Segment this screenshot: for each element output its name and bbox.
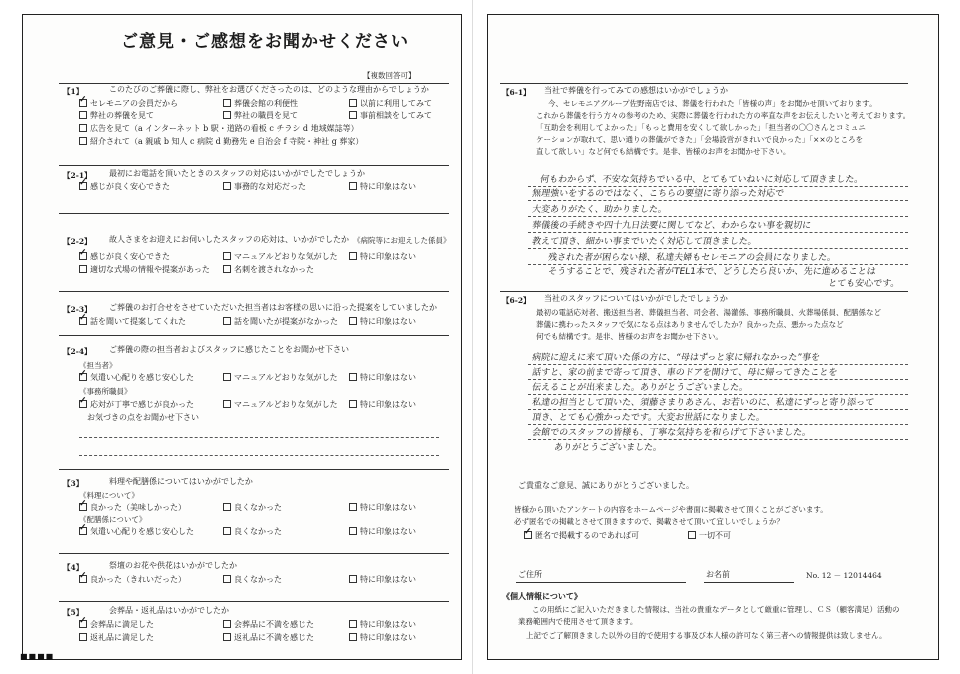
checkbox[interactable] — [349, 620, 357, 628]
q3-option-label: 良かった（美味しかった） — [90, 503, 186, 512]
q4-text: 祭壇のお花や供花はいかがでしたか — [109, 561, 237, 570]
thank-you-text: ご貴重なご意見、誠にありがとうございました。 — [518, 481, 694, 490]
q5-text: 会葬品・返礼品はいかがでしたか — [109, 606, 229, 615]
checkbox-checked[interactable] — [524, 531, 532, 539]
q1-option-7[interactable] — [79, 124, 359, 134]
q24-comment-line-2[interactable] — [79, 455, 439, 456]
q22-option-label: 適切な式場の情報や提案があった — [90, 265, 210, 274]
checkbox[interactable] — [688, 531, 696, 539]
q62-desc-2: 葬儀に携わったスタッフで気になる点はありませんでしたか？良かった点、悪かった点など — [536, 320, 844, 329]
q61-desc-1: 今、セレモニアグループ佐野南店では、葬儀を行われた「皆様の声」をお聞かせ頂いております。 — [548, 99, 877, 108]
q1-option-5[interactable] — [223, 111, 298, 121]
q5-number: 【5】 — [63, 608, 84, 617]
q62-line — [528, 364, 908, 365]
checkbox[interactable] — [223, 111, 231, 119]
q61-line — [528, 264, 908, 265]
q62-desc-3: 何でも結構です。是非、皆様のお声をお聞かせ下さい。 — [536, 332, 723, 341]
q24-option-label: 気遣い心配りを感じ安心した — [90, 373, 194, 382]
q61-line — [528, 200, 908, 201]
checkbox[interactable] — [349, 111, 357, 119]
q3-server-option-1[interactable] — [79, 527, 194, 537]
q22-option-label: 特に印象はない — [360, 252, 416, 261]
q61-text: 当社で葬儀を行ってみての感想はいかがでしょうか — [544, 86, 728, 95]
checkbox[interactable] — [349, 633, 357, 641]
checkbox-checked[interactable] — [79, 317, 87, 325]
q5-option-4[interactable] — [79, 633, 154, 643]
checkbox[interactable] — [349, 373, 357, 381]
checkbox[interactable] — [79, 111, 87, 119]
q22-number: 【2-2】 — [63, 237, 92, 246]
q24-comment-line-1[interactable] — [79, 437, 439, 438]
q21-text: 最初にお電話を頂いたときのスタッフの対応はいかがでしたでしょうか — [109, 169, 365, 178]
q5-option-5[interactable] — [223, 633, 314, 643]
q61-desc-3: 「互助会を利用してよかった」「もっと費用を安くして欲しかった」「担当者の〇〇さんとコミュニ — [536, 123, 866, 132]
q22-note: 《病院等にお迎えした係員》 — [353, 236, 451, 245]
checkbox[interactable] — [349, 99, 357, 107]
fold-line — [472, 0, 473, 674]
q3-server-option-2[interactable] — [223, 527, 282, 537]
consent-option-label: 一切不可 — [699, 531, 731, 540]
q62-line — [528, 379, 908, 380]
q5-option-2[interactable] — [223, 620, 314, 630]
q3-food-option-2[interactable] — [223, 503, 282, 513]
q61-line — [528, 232, 908, 233]
q3-option-label: 特に印象はない — [360, 527, 416, 536]
q3-option-label: 良くなかった — [234, 503, 282, 512]
name-field[interactable] — [704, 582, 794, 583]
q5-option-label: 特に印象はない — [360, 620, 416, 629]
checkbox-checked[interactable] — [79, 252, 87, 260]
q62-handwritten-5: 頂き、とても心強かったです。大変お世話になりました。 — [531, 413, 766, 423]
q3-option-label: 気遣い心配りを感じ安心した — [90, 527, 194, 536]
checkbox[interactable] — [223, 373, 231, 381]
q5-rule — [59, 601, 449, 602]
checkbox[interactable] — [349, 503, 357, 511]
q23-number: 【2-3】 — [63, 305, 92, 314]
checkbox[interactable] — [349, 252, 357, 260]
q3-server-option-3[interactable] — [349, 527, 416, 537]
checkbox[interactable] — [223, 575, 231, 583]
checkbox-checked[interactable] — [79, 620, 87, 628]
q1-option-label: 弊社の葬儀を見て — [90, 111, 154, 120]
q22-option-3[interactable] — [349, 252, 416, 262]
address-field[interactable] — [516, 582, 686, 583]
q1-rule — [59, 83, 449, 84]
checkbox[interactable] — [349, 400, 357, 408]
q62-desc-1: 最初の電話応対者、搬送担当者、葬儀担当者、司会者、湯灌係、事務所職員、火葬場係員、配膳係など — [536, 308, 881, 317]
q24-staff-option-1[interactable] — [79, 373, 194, 383]
checkbox[interactable] — [79, 137, 87, 145]
checkbox-checked[interactable] — [79, 99, 87, 107]
q4-option-2[interactable] — [223, 575, 282, 585]
q24-option-label: 特に印象はない — [360, 373, 416, 382]
q24-staff-option-2[interactable] — [223, 373, 338, 383]
q22-option-2[interactable] — [223, 252, 338, 262]
q61-handwritten-8: とても安心です。 — [827, 279, 901, 289]
q23-text: ご葬儀のお打合せをさせていただいた担当者はお客様の思いに沿った提案をしていましたか — [109, 303, 437, 312]
q24-option-label: 応対が丁寧で感じが良かった — [90, 400, 194, 409]
checkbox[interactable] — [223, 633, 231, 641]
q21-option-label: 特に印象はない — [360, 182, 416, 191]
q22-option-label: 感じが良く安心できた — [90, 252, 170, 261]
checkbox[interactable] — [223, 265, 231, 273]
q1-option-label: 広告を見て（a インターネット b 駅・道路の看板 c チラシ d 地域媒誌等） — [90, 124, 359, 133]
q1-option-label: 以前に利用してみて — [360, 99, 432, 108]
q61-handwritten-6: 残された者が困らない様、私達夫婦もセレモニアの会員になりました。 — [547, 253, 837, 263]
checkbox[interactable] — [223, 620, 231, 628]
q3-food-option-3[interactable] — [349, 503, 416, 513]
checkbox[interactable] — [349, 575, 357, 583]
q5-option-6[interactable] — [349, 633, 416, 643]
checkbox[interactable] — [79, 124, 87, 132]
checkbox[interactable] — [349, 182, 357, 190]
footer-marks: ■■■■ — [20, 652, 55, 661]
checkbox-checked[interactable] — [79, 503, 87, 511]
consent-option-refuse[interactable] — [688, 531, 731, 541]
consent-question: 皆様から頂いたアンケートの内容をホームページや書面に掲載させて頂くことがございます。 — [514, 505, 828, 514]
q22-option-label: 名刺を渡されなかった — [234, 265, 314, 274]
q5-option-label: 返礼品に満足した — [90, 633, 154, 642]
q21-option-1[interactable] — [79, 182, 170, 192]
q24-text: ご葬儀の際の担当者およびスタッフに感じたことをお聞かせ下さい — [109, 345, 349, 354]
q24-number: 【2-4】 — [63, 347, 92, 356]
q1-option-label: セレモニアの会員だから — [90, 99, 178, 108]
q4-number: 【4】 — [63, 563, 84, 572]
q22-text: 故人さまをお迎えにお伺いしたスタッフの応対は、いかがでしたか — [109, 235, 349, 244]
q61-handwritten-4: 葬儀後の手続きや四十九日法要に関してなど、わからない事を親切に — [531, 221, 812, 231]
checkbox[interactable] — [223, 182, 231, 190]
q23-option-2[interactable] — [223, 317, 338, 327]
right-page — [487, 14, 939, 660]
q24-office-option-1[interactable] — [79, 400, 194, 410]
q62-handwritten-7: ありがとうございました。 — [553, 443, 663, 453]
q1-option-1[interactable] — [79, 99, 178, 109]
q24-staff-option-3[interactable] — [349, 373, 416, 383]
checkbox[interactable] — [223, 252, 231, 260]
q22-option-1[interactable] — [79, 252, 170, 262]
q21-option-label: 事務的な対応だった — [234, 182, 306, 191]
q5-option-label: 返礼品に不満を感じた — [234, 633, 314, 642]
q23-option-3[interactable] — [349, 317, 416, 327]
q3-sub-food: 《料理について》 — [79, 491, 139, 500]
q4-option-1[interactable] — [79, 575, 186, 585]
checkbox-checked[interactable] — [79, 182, 87, 190]
q3-option-label: 良くなかった — [234, 527, 282, 536]
form-title: ご意見・ご感想をお聞かせください — [121, 32, 409, 52]
q23-option-1[interactable] — [79, 317, 186, 327]
q3-food-option-1[interactable] — [79, 503, 186, 513]
checkbox[interactable] — [223, 503, 231, 511]
q61-desc-4: ケーションが取れて、思い通りの葬儀ができた」「会場設営がきれいで良かった」「××のところを — [536, 135, 864, 144]
q5-option-label: 特に印象はない — [360, 633, 416, 642]
q24-option-label: マニュアルどおりな気がした — [234, 400, 338, 409]
privacy-line-2: 業務範囲内で使用させて頂きます。 — [518, 617, 638, 626]
q61-rule — [500, 83, 908, 84]
q62-handwritten-6: 会館でのスタッフの皆様も、丁寧な気持ちを和らげて下さいました。 — [531, 428, 812, 438]
privacy-line-1: この用紙にご記入いただきました情報は、当社の貴重なデータとして厳重に管理し、ＣＳ（顧客満足）活動の — [532, 605, 900, 614]
checkbox[interactable] — [223, 400, 231, 408]
q5-option-label: 会葬品に満足した — [90, 620, 154, 629]
q22-option-4[interactable] — [79, 265, 210, 275]
q21-rule — [59, 165, 449, 166]
q21-option-3[interactable] — [349, 182, 416, 192]
consent-option-anonymous[interactable] — [524, 531, 639, 541]
q61-line — [528, 186, 908, 187]
q23-option-label: 話を聞いたが提案がなかった — [234, 317, 338, 326]
q3-number: 【3】 — [63, 479, 84, 488]
q62-text: 当社のスタッフについてはいかがでしたでしょうか — [544, 294, 728, 303]
q21-option-2[interactable] — [223, 182, 306, 192]
q61-line — [528, 248, 908, 249]
q1-option-2[interactable] — [223, 99, 298, 109]
checkbox[interactable] — [79, 633, 87, 641]
q5-option-1[interactable] — [79, 620, 154, 630]
checkbox[interactable] — [223, 317, 231, 325]
q61-number: 【6-1】 — [502, 88, 531, 97]
q4-option-label: 良かった（きれいだった） — [90, 575, 186, 584]
q62-handwritten-3: 伝えることが出来ました。ありがとうございました。 — [531, 383, 749, 393]
q62-handwritten-2: 話すと、家の前まで寄って頂き、車のドアを開けて、母に帰ってきたことを — [531, 368, 838, 378]
name-label: お名前 — [706, 570, 730, 579]
checkbox[interactable] — [349, 317, 357, 325]
multiple-answer-note: 【複数回答可】 — [363, 71, 416, 80]
q24-comment-label: お気づきの点をお聞かせ下さい — [87, 413, 199, 422]
q23-rule — [59, 291, 449, 292]
q61-desc-5: 直して欲しい」など何でも結構です。是非、皆様のお声をお聞かせ下さい。 — [536, 147, 791, 156]
q1-option-label: 弊社の職員を見て — [234, 111, 298, 120]
q22-option-5[interactable] — [223, 265, 314, 275]
q24-option-label: 特に印象はない — [360, 400, 416, 409]
q22-option-label: マニュアルどおりな気がした — [234, 252, 338, 261]
q3-rule — [59, 469, 449, 470]
q62-line — [528, 394, 908, 395]
q24-option-label: マニュアルどおりな気がした — [234, 373, 338, 382]
q4-option-label: 特に印象はない — [360, 575, 416, 584]
q22-rule — [59, 213, 449, 214]
q62-handwritten-4: 私達の担当として頂いた、須藤さまりあさん、お若いのに、私達にずっと寄り添って — [531, 398, 875, 408]
q61-line — [528, 216, 908, 217]
q62-line — [528, 439, 908, 440]
q62-handwritten-1: 病院に迎えに来て頂いた係の方に、“母はずっと家に帰れなかった”事を — [531, 353, 821, 363]
q3-sub-server: 《配膳係について》 — [79, 515, 147, 524]
checkbox[interactable] — [223, 99, 231, 107]
privacy-title: 《個人情報について》 — [502, 591, 582, 601]
q1-number: 【1】 — [63, 87, 84, 96]
q3-option-label: 特に印象はない — [360, 503, 416, 512]
q24-office-option-3[interactable] — [349, 400, 416, 410]
q24-rule — [59, 335, 449, 336]
q21-number: 【2-1】 — [63, 171, 92, 180]
q1-option-3[interactable] — [349, 99, 432, 109]
q61-handwritten-1: 何もわからず、不安な気持ちでいる中、とてもていねいに対応して頂きました。 — [539, 175, 864, 185]
q4-option-3[interactable] — [349, 575, 416, 585]
q1-option-6[interactable] — [349, 111, 432, 121]
q61-desc-2: これから葬儀を行う方々の参考のため、実際に葬儀を行われた方の率直な声をお伝えしたいと考えております。 — [536, 111, 911, 120]
q62-line — [528, 424, 908, 425]
q1-option-label: 事前相談をしてみて — [360, 111, 432, 120]
checkbox[interactable] — [79, 265, 87, 273]
record-number: No. 12 － 12014464 — [806, 571, 882, 580]
checkbox-checked[interactable] — [79, 400, 87, 408]
q23-option-label: 話を聞いて提案してくれた — [90, 317, 186, 326]
q1-option-4[interactable] — [79, 111, 154, 121]
checkbox[interactable] — [223, 527, 231, 535]
privacy-line-3: 上記でご了解頂きました以外の目的で使用する事及び本人様の許可なく第三者への情報提供は致しません。 — [526, 631, 887, 640]
consent-option-label: 匿名で掲載するのであれば可 — [535, 531, 639, 540]
q21-option-label: 感じが良く安心できた — [90, 182, 170, 191]
q1-option-8[interactable] — [79, 137, 363, 147]
left-page — [22, 14, 462, 660]
consent-question-2: 必ず匿名での掲載とさせて頂きますので、掲載させて頂いて宜しいでしょうか？ — [514, 517, 784, 526]
q61-handwritten-2: 無理強いをするのではなく、こちらの要望に寄り添った対応で — [531, 189, 785, 199]
checkbox[interactable] — [349, 527, 357, 535]
q24-sub-staff: 《担当者》 — [79, 361, 117, 370]
address-label: ご住所 — [518, 570, 542, 579]
q61-handwritten-7: そうすることで、残された者がTEL1本で、どうしたら良いか、先に進めることは — [547, 267, 877, 277]
q62-rule — [500, 291, 908, 292]
q1-text: このたびのご葬儀に際し、弊社をお選びくださったのは、どのような理由からでしょうか — [109, 85, 429, 94]
q62-line — [528, 409, 908, 410]
q61-handwritten-3: 大変ありがたく、助かりました。 — [531, 205, 668, 215]
checkbox-checked[interactable] — [79, 575, 87, 583]
q1-option-label: 紹介されて（a 親戚 b 知人 c 病院 d 勤務先 e 自治会 f 寺院・神社 g 葬家） — [90, 137, 364, 146]
q24-sub-office: 《事務所職員》 — [79, 387, 132, 396]
checkbox-checked[interactable] — [79, 527, 87, 535]
q5-option-label: 会葬品に不満を感じた — [234, 620, 314, 629]
q1-option-label: 葬儀会館の利便性 — [234, 99, 298, 108]
checkbox-checked[interactable] — [79, 373, 87, 381]
q62-number: 【6-2】 — [502, 296, 531, 305]
q4-option-label: 良くなかった — [234, 575, 282, 584]
q24-office-option-2[interactable] — [223, 400, 338, 410]
q5-option-3[interactable] — [349, 620, 416, 630]
q3-text: 料理や配膳係についてはいかがでしたか — [109, 477, 253, 486]
q23-option-label: 特に印象はない — [360, 317, 416, 326]
q61-handwritten-5: 教えて頂き、細かい事までいたく対応して頂きました。 — [531, 237, 758, 247]
q4-rule — [59, 553, 449, 554]
